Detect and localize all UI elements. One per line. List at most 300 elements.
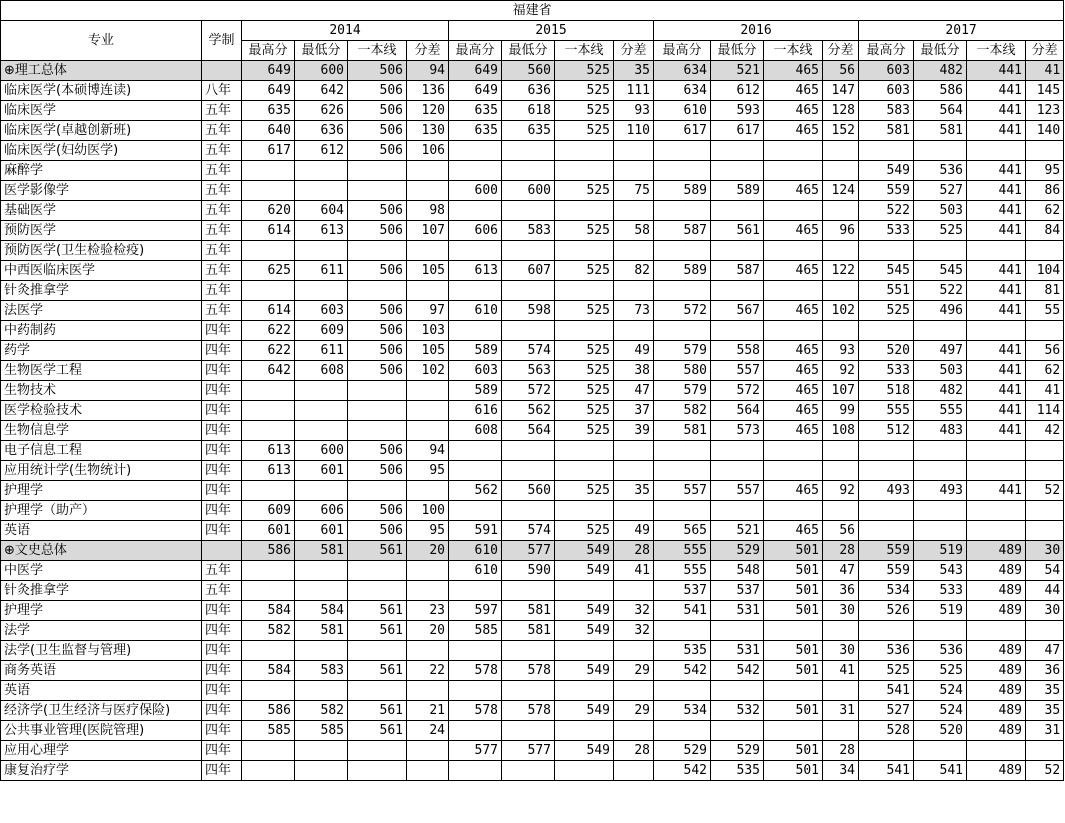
score-cell xyxy=(295,561,348,581)
year-header-row xyxy=(1,21,1064,41)
metric-header: 一本线 xyxy=(348,41,407,61)
metric-header: 最低分 xyxy=(295,41,348,61)
score-cell xyxy=(407,741,449,761)
score-cell: 572 xyxy=(502,381,555,401)
score-cell: 441 xyxy=(967,341,1026,361)
score-cell: 103 xyxy=(407,321,449,341)
score-cell: 62 xyxy=(1026,361,1064,381)
score-cell: 603 xyxy=(859,61,914,81)
score-cell xyxy=(654,241,711,261)
score-cell: 489 xyxy=(967,561,1026,581)
score-cell: 649 xyxy=(449,81,502,101)
score-cell: 32 xyxy=(614,621,654,641)
score-cell: 587 xyxy=(654,221,711,241)
score-cell: 493 xyxy=(914,481,967,501)
score-cell xyxy=(242,401,295,421)
major-name: 预防医学(卫生检验检疫) xyxy=(1,241,202,261)
score-cell: 579 xyxy=(654,381,711,401)
score-cell xyxy=(823,241,859,261)
score-cell: 525 xyxy=(555,301,614,321)
score-cell: 611 xyxy=(295,261,348,281)
sheet-title: 福建省 xyxy=(1,1,1064,21)
major-name: 临床医学(卓越创新班) xyxy=(1,121,202,141)
major-name: 经济学(卫生经济与医疗保险) xyxy=(1,701,202,721)
score-cell: 581 xyxy=(295,621,348,641)
score-cell xyxy=(654,281,711,301)
score-cell xyxy=(764,461,823,481)
score-cell: 614 xyxy=(242,221,295,241)
score-cell xyxy=(914,241,967,261)
metric-header: 分差 xyxy=(823,41,859,61)
score-cell: 465 xyxy=(764,221,823,241)
score-cell: 21 xyxy=(407,701,449,721)
score-cell: 578 xyxy=(449,661,502,681)
table-row xyxy=(1,501,1064,521)
program-length: 四年 xyxy=(202,641,242,661)
score-cell: 587 xyxy=(711,261,764,281)
score-cell xyxy=(764,281,823,301)
score-cell: 501 xyxy=(764,561,823,581)
score-cell xyxy=(295,241,348,261)
score-cell: 561 xyxy=(711,221,764,241)
score-cell: 521 xyxy=(711,521,764,541)
score-cell xyxy=(449,581,502,601)
score-cell: 506 xyxy=(348,501,407,521)
score-cell: 110 xyxy=(614,121,654,141)
score-cell: 506 xyxy=(348,221,407,241)
score-cell: 56 xyxy=(823,61,859,81)
table-row xyxy=(1,661,1064,681)
score-cell: 606 xyxy=(295,501,348,521)
score-cell: 441 xyxy=(967,361,1026,381)
score-cell: 626 xyxy=(295,101,348,121)
score-cell xyxy=(449,761,502,781)
score-cell xyxy=(654,501,711,521)
score-cell: 489 xyxy=(967,541,1026,561)
program-length: 五年 xyxy=(202,221,242,241)
score-cell: 527 xyxy=(914,181,967,201)
score-cell: 581 xyxy=(654,421,711,441)
major-name: 医学检验技术 xyxy=(1,401,202,421)
score-cell: 617 xyxy=(711,121,764,141)
score-cell xyxy=(711,241,764,261)
score-cell: 557 xyxy=(654,481,711,501)
score-cell: 622 xyxy=(242,321,295,341)
score-cell: 30 xyxy=(1026,601,1064,621)
score-cell: 24 xyxy=(407,721,449,741)
score-cell xyxy=(449,281,502,301)
score-cell: 585 xyxy=(242,721,295,741)
score-cell: 105 xyxy=(407,261,449,281)
score-cell xyxy=(295,421,348,441)
score-cell xyxy=(711,201,764,221)
score-cell xyxy=(502,201,555,221)
score-cell xyxy=(711,501,764,521)
score-cell xyxy=(614,141,654,161)
score-cell xyxy=(764,501,823,521)
score-cell: 506 xyxy=(348,301,407,321)
score-cell: 128 xyxy=(823,101,859,121)
table-row xyxy=(1,721,1064,741)
score-cell xyxy=(859,441,914,461)
score-cell: 525 xyxy=(914,221,967,241)
score-cell: 617 xyxy=(242,141,295,161)
score-cell: 589 xyxy=(449,381,502,401)
score-cell: 642 xyxy=(295,81,348,101)
score-cell: 62 xyxy=(1026,201,1064,221)
score-cell: 603 xyxy=(449,361,502,381)
score-cell: 572 xyxy=(711,381,764,401)
score-cell: 102 xyxy=(823,301,859,321)
score-cell xyxy=(914,441,967,461)
major-name: 康复治疗学 xyxy=(1,761,202,781)
score-cell xyxy=(764,241,823,261)
score-cell xyxy=(449,461,502,481)
program-length: 四年 xyxy=(202,401,242,421)
major-name: 生物信息学 xyxy=(1,421,202,441)
score-cell: 525 xyxy=(555,61,614,81)
score-cell xyxy=(1026,521,1064,541)
score-cell: 519 xyxy=(914,601,967,621)
score-cell: 526 xyxy=(859,601,914,621)
score-cell: 30 xyxy=(1026,541,1064,561)
score-cell: 561 xyxy=(348,601,407,621)
score-cell: 506 xyxy=(348,201,407,221)
score-cell: 525 xyxy=(555,401,614,421)
score-cell: 465 xyxy=(764,421,823,441)
major-name: 法医学 xyxy=(1,301,202,321)
score-cell xyxy=(348,181,407,201)
score-cell xyxy=(502,681,555,701)
score-cell: 601 xyxy=(242,521,295,541)
score-cell: 598 xyxy=(502,301,555,321)
score-cell: 104 xyxy=(1026,261,1064,281)
score-cell: 537 xyxy=(654,581,711,601)
score-cell: 603 xyxy=(295,301,348,321)
major-name: 应用统计学(生物统计) xyxy=(1,461,202,481)
score-cell: 107 xyxy=(407,221,449,241)
program-length: 五年 xyxy=(202,241,242,261)
score-cell xyxy=(242,241,295,261)
major-header: 专业 xyxy=(1,21,202,61)
score-cell: 506 xyxy=(348,101,407,121)
score-cell xyxy=(711,621,764,641)
score-cell: 28 xyxy=(614,541,654,561)
score-cell: 482 xyxy=(914,381,967,401)
score-cell xyxy=(295,681,348,701)
score-cell: 533 xyxy=(859,221,914,241)
score-cell: 441 xyxy=(967,301,1026,321)
score-cell xyxy=(348,641,407,661)
score-cell: 55 xyxy=(1026,301,1064,321)
program-length: 四年 xyxy=(202,501,242,521)
score-cell xyxy=(711,721,764,741)
score-cell: 525 xyxy=(555,101,614,121)
score-cell: 527 xyxy=(859,701,914,721)
score-cell: 96 xyxy=(823,221,859,241)
table-row xyxy=(1,681,1064,701)
score-cell xyxy=(859,621,914,641)
table-body xyxy=(1,61,1064,781)
score-cell: 506 xyxy=(348,521,407,541)
score-cell: 93 xyxy=(823,341,859,361)
score-cell: 441 xyxy=(967,261,1026,281)
score-cell: 564 xyxy=(711,401,764,421)
score-cell: 441 xyxy=(967,421,1026,441)
score-cell xyxy=(348,401,407,421)
score-cell: 606 xyxy=(449,221,502,241)
score-cell: 548 xyxy=(711,561,764,581)
score-cell: 614 xyxy=(242,301,295,321)
score-cell xyxy=(449,201,502,221)
score-cell xyxy=(348,761,407,781)
score-cell xyxy=(242,161,295,181)
score-cell xyxy=(764,721,823,741)
score-cell: 640 xyxy=(242,121,295,141)
score-cell xyxy=(242,641,295,661)
score-cell: 465 xyxy=(764,301,823,321)
table-row xyxy=(1,201,1064,221)
score-cell: 559 xyxy=(859,561,914,581)
score-cell: 578 xyxy=(502,661,555,681)
score-cell: 506 xyxy=(348,441,407,461)
score-cell xyxy=(555,141,614,161)
score-cell xyxy=(1026,461,1064,481)
score-cell: 607 xyxy=(502,261,555,281)
score-cell xyxy=(764,161,823,181)
major-name: 预防医学 xyxy=(1,221,202,241)
score-cell: 56 xyxy=(1026,341,1064,361)
score-cell: 625 xyxy=(242,261,295,281)
score-cell: 555 xyxy=(654,541,711,561)
score-cell: 567 xyxy=(711,301,764,321)
major-name: 英语 xyxy=(1,521,202,541)
score-cell: 529 xyxy=(654,741,711,761)
score-cell xyxy=(348,681,407,701)
score-cell: 120 xyxy=(407,101,449,121)
score-cell: 524 xyxy=(914,681,967,701)
total-row xyxy=(1,541,1064,561)
score-cell: 489 xyxy=(967,761,1026,781)
score-cell: 593 xyxy=(711,101,764,121)
score-cell: 92 xyxy=(823,481,859,501)
score-cell xyxy=(348,561,407,581)
score-cell: 37 xyxy=(614,401,654,421)
score-cell: 52 xyxy=(1026,481,1064,501)
score-cell: 441 xyxy=(967,181,1026,201)
score-cell xyxy=(711,681,764,701)
score-cell: 145 xyxy=(1026,81,1064,101)
score-cell: 525 xyxy=(555,361,614,381)
table-row xyxy=(1,581,1064,601)
score-cell: 501 xyxy=(764,601,823,621)
score-cell: 483 xyxy=(914,421,967,441)
score-cell xyxy=(614,501,654,521)
score-cell xyxy=(555,721,614,741)
program-length: 八年 xyxy=(202,81,242,101)
score-cell: 636 xyxy=(502,81,555,101)
score-cell xyxy=(449,721,502,741)
score-cell xyxy=(295,181,348,201)
score-cell: 531 xyxy=(711,641,764,661)
score-cell: 573 xyxy=(711,421,764,441)
score-cell xyxy=(967,621,1026,641)
score-cell: 520 xyxy=(859,341,914,361)
score-cell: 581 xyxy=(914,121,967,141)
score-cell: 152 xyxy=(823,121,859,141)
major-name: 中西医临床医学 xyxy=(1,261,202,281)
score-cell xyxy=(654,681,711,701)
score-cell: 32 xyxy=(614,601,654,621)
table-row xyxy=(1,181,1064,201)
score-cell: 528 xyxy=(859,721,914,741)
score-cell: 521 xyxy=(711,61,764,81)
score-cell xyxy=(555,681,614,701)
score-cell: 582 xyxy=(242,621,295,641)
score-cell: 560 xyxy=(502,481,555,501)
program-length: 四年 xyxy=(202,321,242,341)
score-cell: 581 xyxy=(859,121,914,141)
score-cell: 600 xyxy=(295,441,348,461)
score-cell: 610 xyxy=(449,561,502,581)
score-cell xyxy=(711,321,764,341)
score-cell: 512 xyxy=(859,421,914,441)
score-cell: 441 xyxy=(967,101,1026,121)
score-cell: 147 xyxy=(823,81,859,101)
score-cell: 611 xyxy=(295,341,348,361)
program-length: 四年 xyxy=(202,341,242,361)
major-name: 临床医学(妇幼医学) xyxy=(1,141,202,161)
score-cell xyxy=(711,141,764,161)
score-cell: 99 xyxy=(823,401,859,421)
score-cell: 522 xyxy=(859,201,914,221)
program-length: 五年 xyxy=(202,561,242,581)
metric-header: 最高分 xyxy=(242,41,295,61)
score-cell: 441 xyxy=(967,381,1026,401)
score-cell xyxy=(823,501,859,521)
score-cell: 42 xyxy=(1026,421,1064,441)
score-cell: 574 xyxy=(502,341,555,361)
score-cell: 98 xyxy=(407,201,449,221)
score-cell: 589 xyxy=(711,181,764,201)
score-cell: 503 xyxy=(914,201,967,221)
score-cell xyxy=(407,761,449,781)
score-cell: 465 xyxy=(764,401,823,421)
score-cell: 524 xyxy=(914,701,967,721)
score-cell xyxy=(823,441,859,461)
score-cell: 465 xyxy=(764,181,823,201)
score-cell: 489 xyxy=(967,721,1026,741)
score-cell: 609 xyxy=(295,321,348,341)
score-cell: 501 xyxy=(764,641,823,661)
program-length: 四年 xyxy=(202,521,242,541)
score-cell: 562 xyxy=(502,401,555,421)
score-cell xyxy=(407,281,449,301)
score-cell: 542 xyxy=(654,761,711,781)
score-cell: 555 xyxy=(654,561,711,581)
major-name: 电子信息工程 xyxy=(1,441,202,461)
score-cell: 577 xyxy=(502,741,555,761)
score-cell xyxy=(1026,241,1064,261)
score-cell xyxy=(407,161,449,181)
score-cell xyxy=(502,761,555,781)
score-cell: 44 xyxy=(1026,581,1064,601)
score-cell: 28 xyxy=(823,541,859,561)
score-cell: 642 xyxy=(242,361,295,381)
program-length: 五年 xyxy=(202,301,242,321)
score-cell: 601 xyxy=(295,521,348,541)
score-cell: 465 xyxy=(764,341,823,361)
score-cell xyxy=(407,481,449,501)
score-cell: 534 xyxy=(654,701,711,721)
score-cell xyxy=(555,581,614,601)
score-cell xyxy=(242,581,295,601)
score-cell: 610 xyxy=(449,301,502,321)
program-length: 五年 xyxy=(202,141,242,161)
score-cell xyxy=(502,581,555,601)
score-cell: 557 xyxy=(711,481,764,501)
score-cell: 489 xyxy=(967,701,1026,721)
table-row xyxy=(1,521,1064,541)
score-cell: 586 xyxy=(242,701,295,721)
score-cell: 563 xyxy=(502,361,555,381)
score-cell: 582 xyxy=(295,701,348,721)
score-cell: 555 xyxy=(859,401,914,421)
score-cell: 506 xyxy=(348,461,407,481)
score-cell: 529 xyxy=(711,541,764,561)
score-cell: 441 xyxy=(967,61,1026,81)
score-cell: 617 xyxy=(654,121,711,141)
score-cell xyxy=(502,441,555,461)
table-row xyxy=(1,461,1064,481)
score-cell: 525 xyxy=(555,81,614,101)
score-cell xyxy=(242,761,295,781)
score-cell: 124 xyxy=(823,181,859,201)
score-cell xyxy=(295,581,348,601)
score-cell: 559 xyxy=(859,541,914,561)
score-cell: 49 xyxy=(614,341,654,361)
score-cell xyxy=(614,641,654,661)
score-cell: 561 xyxy=(348,541,407,561)
score-cell: 525 xyxy=(555,521,614,541)
score-cell: 545 xyxy=(859,261,914,281)
score-cell: 36 xyxy=(1026,661,1064,681)
score-cell xyxy=(407,421,449,441)
score-cell xyxy=(502,721,555,741)
score-cell: 81 xyxy=(1026,281,1064,301)
score-cell xyxy=(859,501,914,521)
major-name: 临床医学 xyxy=(1,101,202,121)
score-cell: 561 xyxy=(348,701,407,721)
table-row xyxy=(1,761,1064,781)
table-row xyxy=(1,141,1064,161)
score-cell: 549 xyxy=(555,741,614,761)
score-cell: 52 xyxy=(1026,761,1064,781)
score-cell: 610 xyxy=(449,541,502,561)
score-cell xyxy=(407,401,449,421)
score-cell: 94 xyxy=(407,441,449,461)
score-cell: 23 xyxy=(407,601,449,621)
score-cell: 58 xyxy=(614,221,654,241)
score-cell xyxy=(348,381,407,401)
major-name: 生物技术 xyxy=(1,381,202,401)
year-header: 2014 xyxy=(242,21,449,41)
score-cell xyxy=(859,741,914,761)
score-cell: 542 xyxy=(711,661,764,681)
score-cell: 36 xyxy=(823,581,859,601)
program-length: 四年 xyxy=(202,741,242,761)
score-cell: 518 xyxy=(859,381,914,401)
